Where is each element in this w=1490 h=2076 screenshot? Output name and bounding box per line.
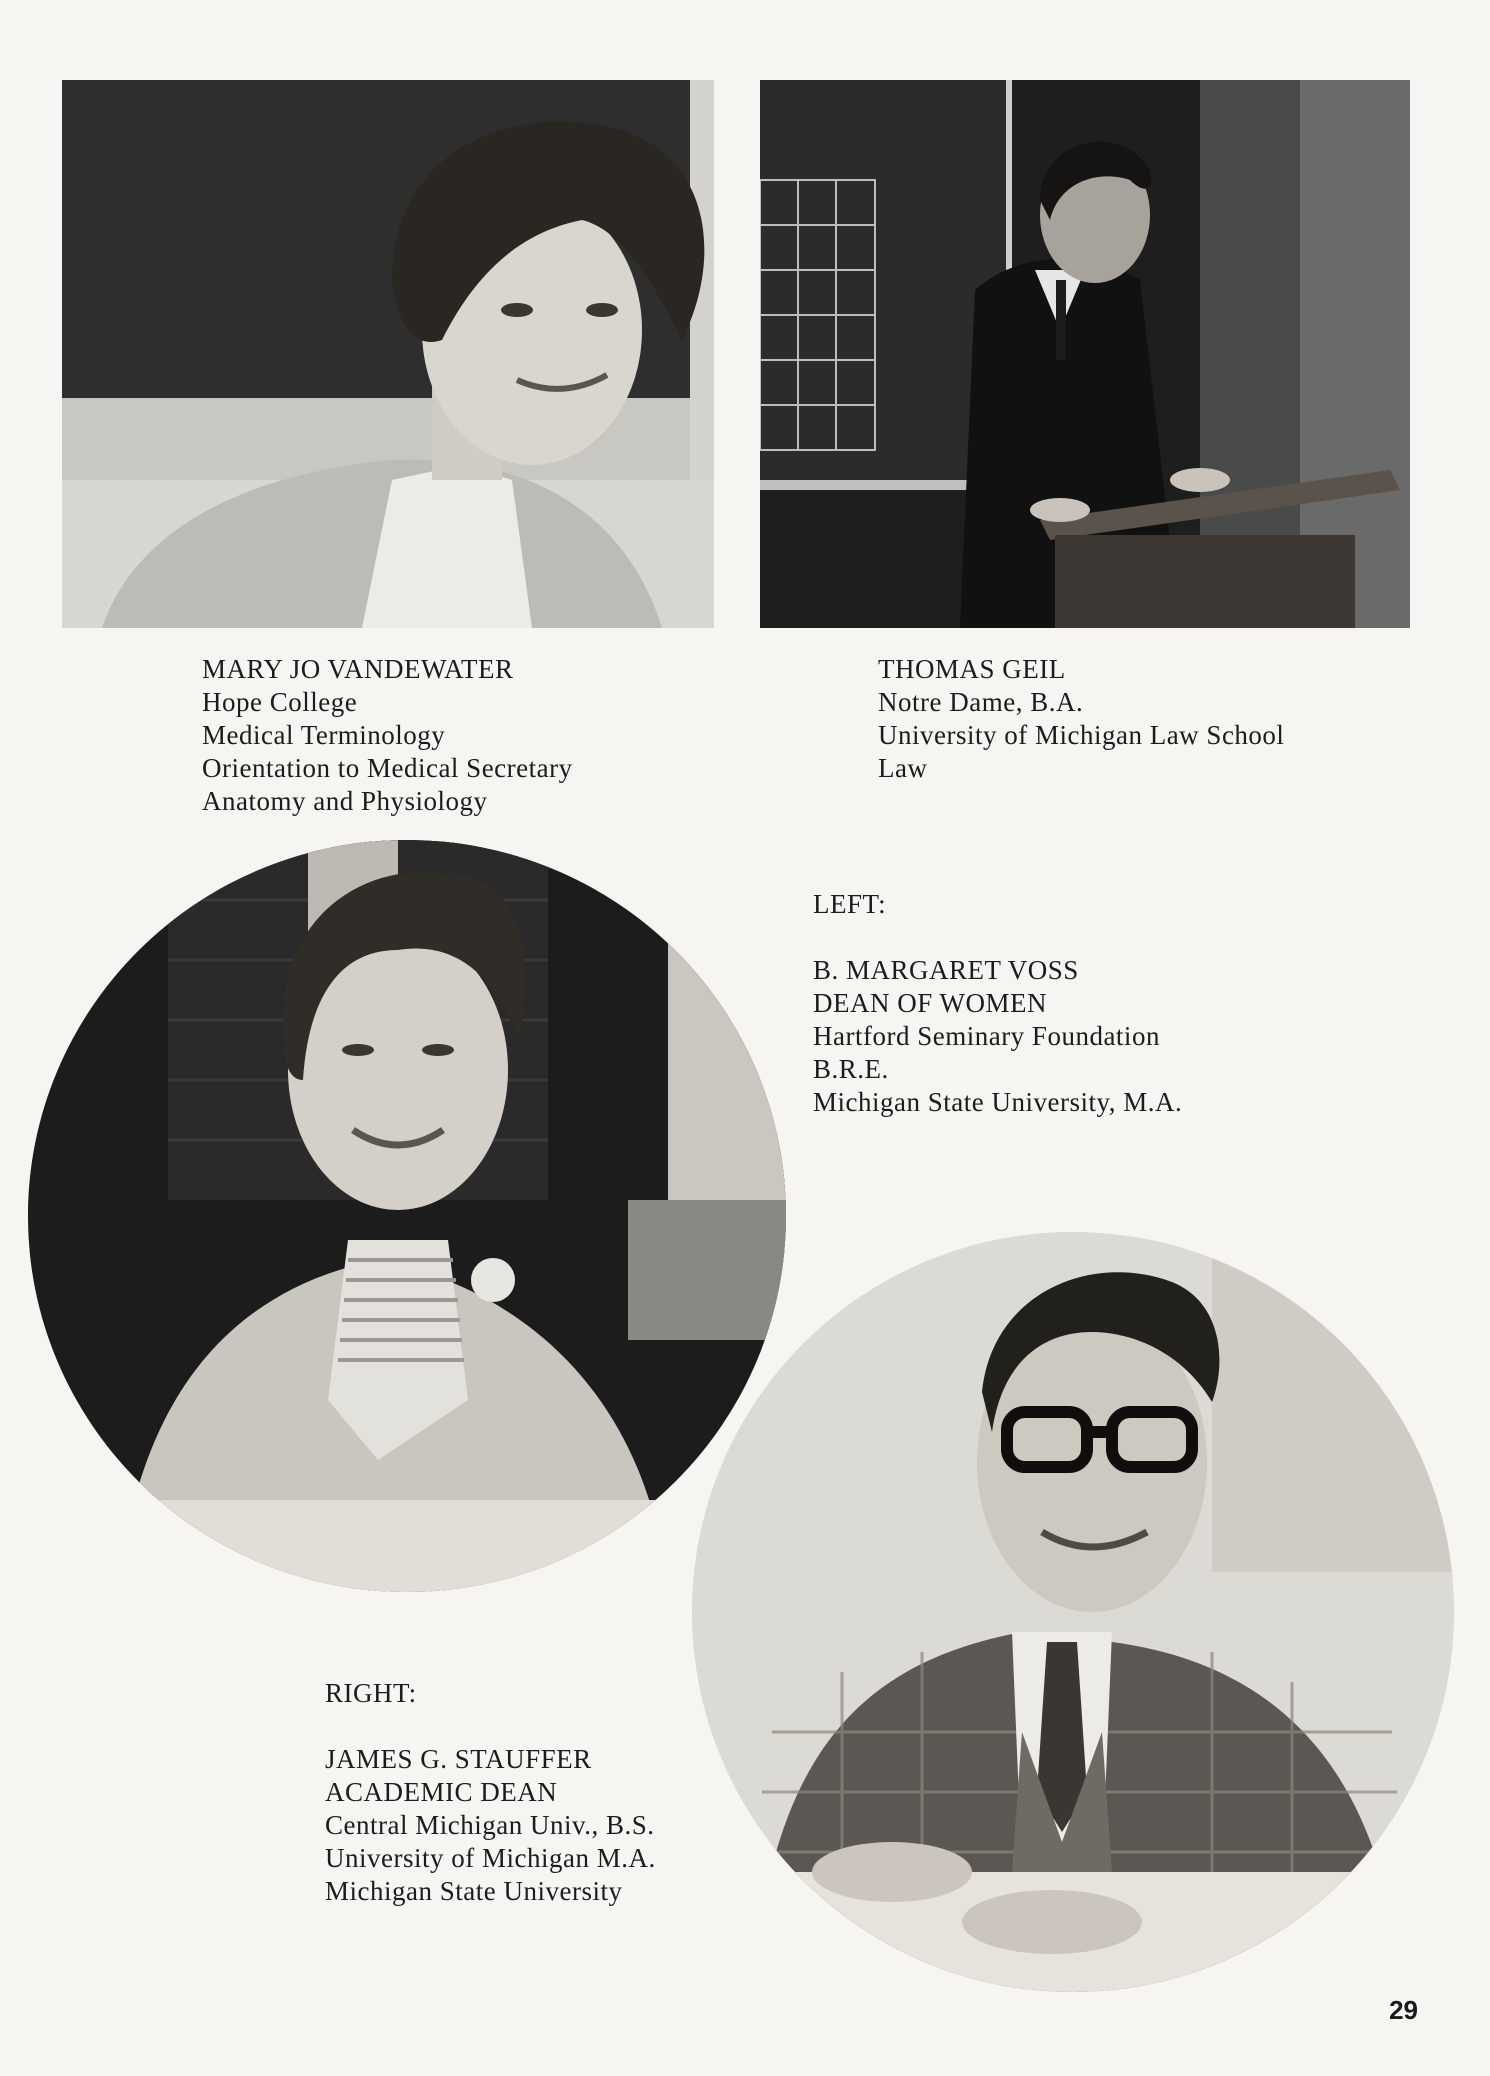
photo-thomas-geil (760, 80, 1410, 628)
position-label: RIGHT: (325, 1678, 417, 1708)
caption-thomas-geil (878, 653, 1284, 785)
credential-line: B.R.E. (813, 1054, 889, 1084)
caption-mary-jo-vandewater (202, 653, 573, 818)
position-label: LEFT: (813, 889, 887, 919)
caption-james-g-stauffer (325, 1677, 656, 1908)
faculty-title: ACADEMIC DEAN (325, 1777, 558, 1807)
credential-line: Medical Terminology (202, 720, 446, 750)
faculty-name: THOMAS GEIL (878, 654, 1066, 684)
credential-line: Notre Dame, B.A. (878, 687, 1084, 717)
credential-line: Law (878, 753, 928, 783)
photo-b-margaret-voss (28, 840, 786, 1592)
spacer (813, 921, 1182, 954)
credential-line: Hope College (202, 687, 358, 717)
credential-line: Michigan State University (325, 1876, 623, 1906)
photo-mary-jo-vandewater (62, 80, 714, 628)
credential-line: Central Michigan Univ., B.S. (325, 1810, 655, 1840)
credential-line: University of Michigan M.A. (325, 1843, 656, 1873)
spacer (325, 1710, 656, 1743)
faculty-name: MARY JO VANDEWATER (202, 654, 514, 684)
credential-line: Anatomy and Physiology (202, 786, 488, 816)
credential-line: Orientation to Medical Secretary (202, 753, 573, 783)
page-number: 29 (1389, 1995, 1418, 2025)
faculty-name: JAMES G. STAUFFER (325, 1744, 592, 1774)
credential-line: Michigan State University, M.A. (813, 1087, 1183, 1117)
photo-james-g-stauffer (692, 1232, 1454, 1992)
caption-b-margaret-voss (813, 888, 1182, 1119)
credential-line: University of Michigan Law School (878, 720, 1285, 750)
faculty-name: B. MARGARET VOSS (813, 955, 1079, 985)
credential-line: Hartford Seminary Foundation (813, 1021, 1160, 1051)
faculty-title: DEAN OF WOMEN (813, 988, 1047, 1018)
